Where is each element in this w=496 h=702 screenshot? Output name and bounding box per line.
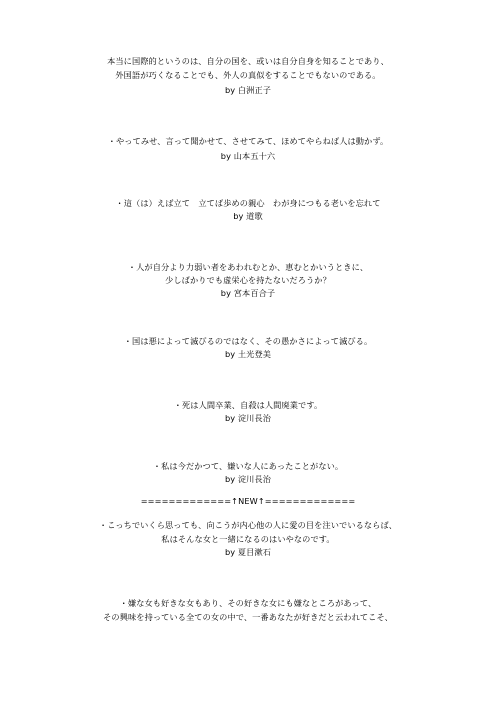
quote-line: ・這（は）えば立て 立てば歩めの親心 わが身につもる老いを忘れて bbox=[115, 198, 381, 208]
quote-author: by 山本五十六 bbox=[220, 151, 276, 161]
quote-author: by 道歌 bbox=[233, 211, 263, 221]
new-divider: =============↑NEW↑============= bbox=[140, 496, 356, 506]
quote-line: ・こっちでいくら思っても、向こうが内心他の人に愛の目を注いでいるならば、 bbox=[98, 520, 398, 530]
quote-author: by 土光登美 bbox=[224, 349, 272, 359]
quote-author: by 宮本百合子 bbox=[220, 288, 276, 298]
quote-line: ・私は今だかつて、嫌いな人にあったことがない。 bbox=[152, 461, 344, 471]
quote-line: ・人が自分より力弱い者をあわれむとか、恵むとかいうときに、 bbox=[127, 262, 369, 272]
quote-line: ・嫌な女も好きな女もあり、その好きな女にも嫌なところがあって、 bbox=[119, 598, 377, 608]
quote-line: ・国は悪によって滅びるのではなく、その愚かさによって滅びる。 bbox=[123, 336, 373, 346]
quote-author: by 夏目漱石 bbox=[224, 547, 272, 557]
quote-line: ・死は人間卒業、自殺は人間廃業です。 bbox=[173, 400, 323, 410]
quote-line: その興味を持っている全ての女の中で、一番あなたが好きだと云われてこそ、 bbox=[103, 612, 393, 622]
quote-line: 外国語が巧くなることでも、外人の真似をすることでもないのである。 bbox=[115, 70, 381, 80]
quote-author: by 淀川長治 bbox=[224, 474, 272, 484]
quote-line: 私はそんな女と一緒になるのはいやなのです。 bbox=[161, 534, 335, 544]
quote-author: by 淀川長治 bbox=[224, 413, 272, 423]
quote-author: by 白洲正子 bbox=[224, 85, 272, 95]
quote-line: ・やってみせ、言って聞かせて、させてみて、ほめてやらねば人は動かず。 bbox=[107, 136, 389, 146]
quote-line: 本当に国際的というのは、自分の国を、或いは自分自身を知ることであり、 bbox=[107, 56, 389, 66]
quote-line: 少しばかりでも虚栄心を持たないだろうか？ bbox=[165, 275, 331, 285]
